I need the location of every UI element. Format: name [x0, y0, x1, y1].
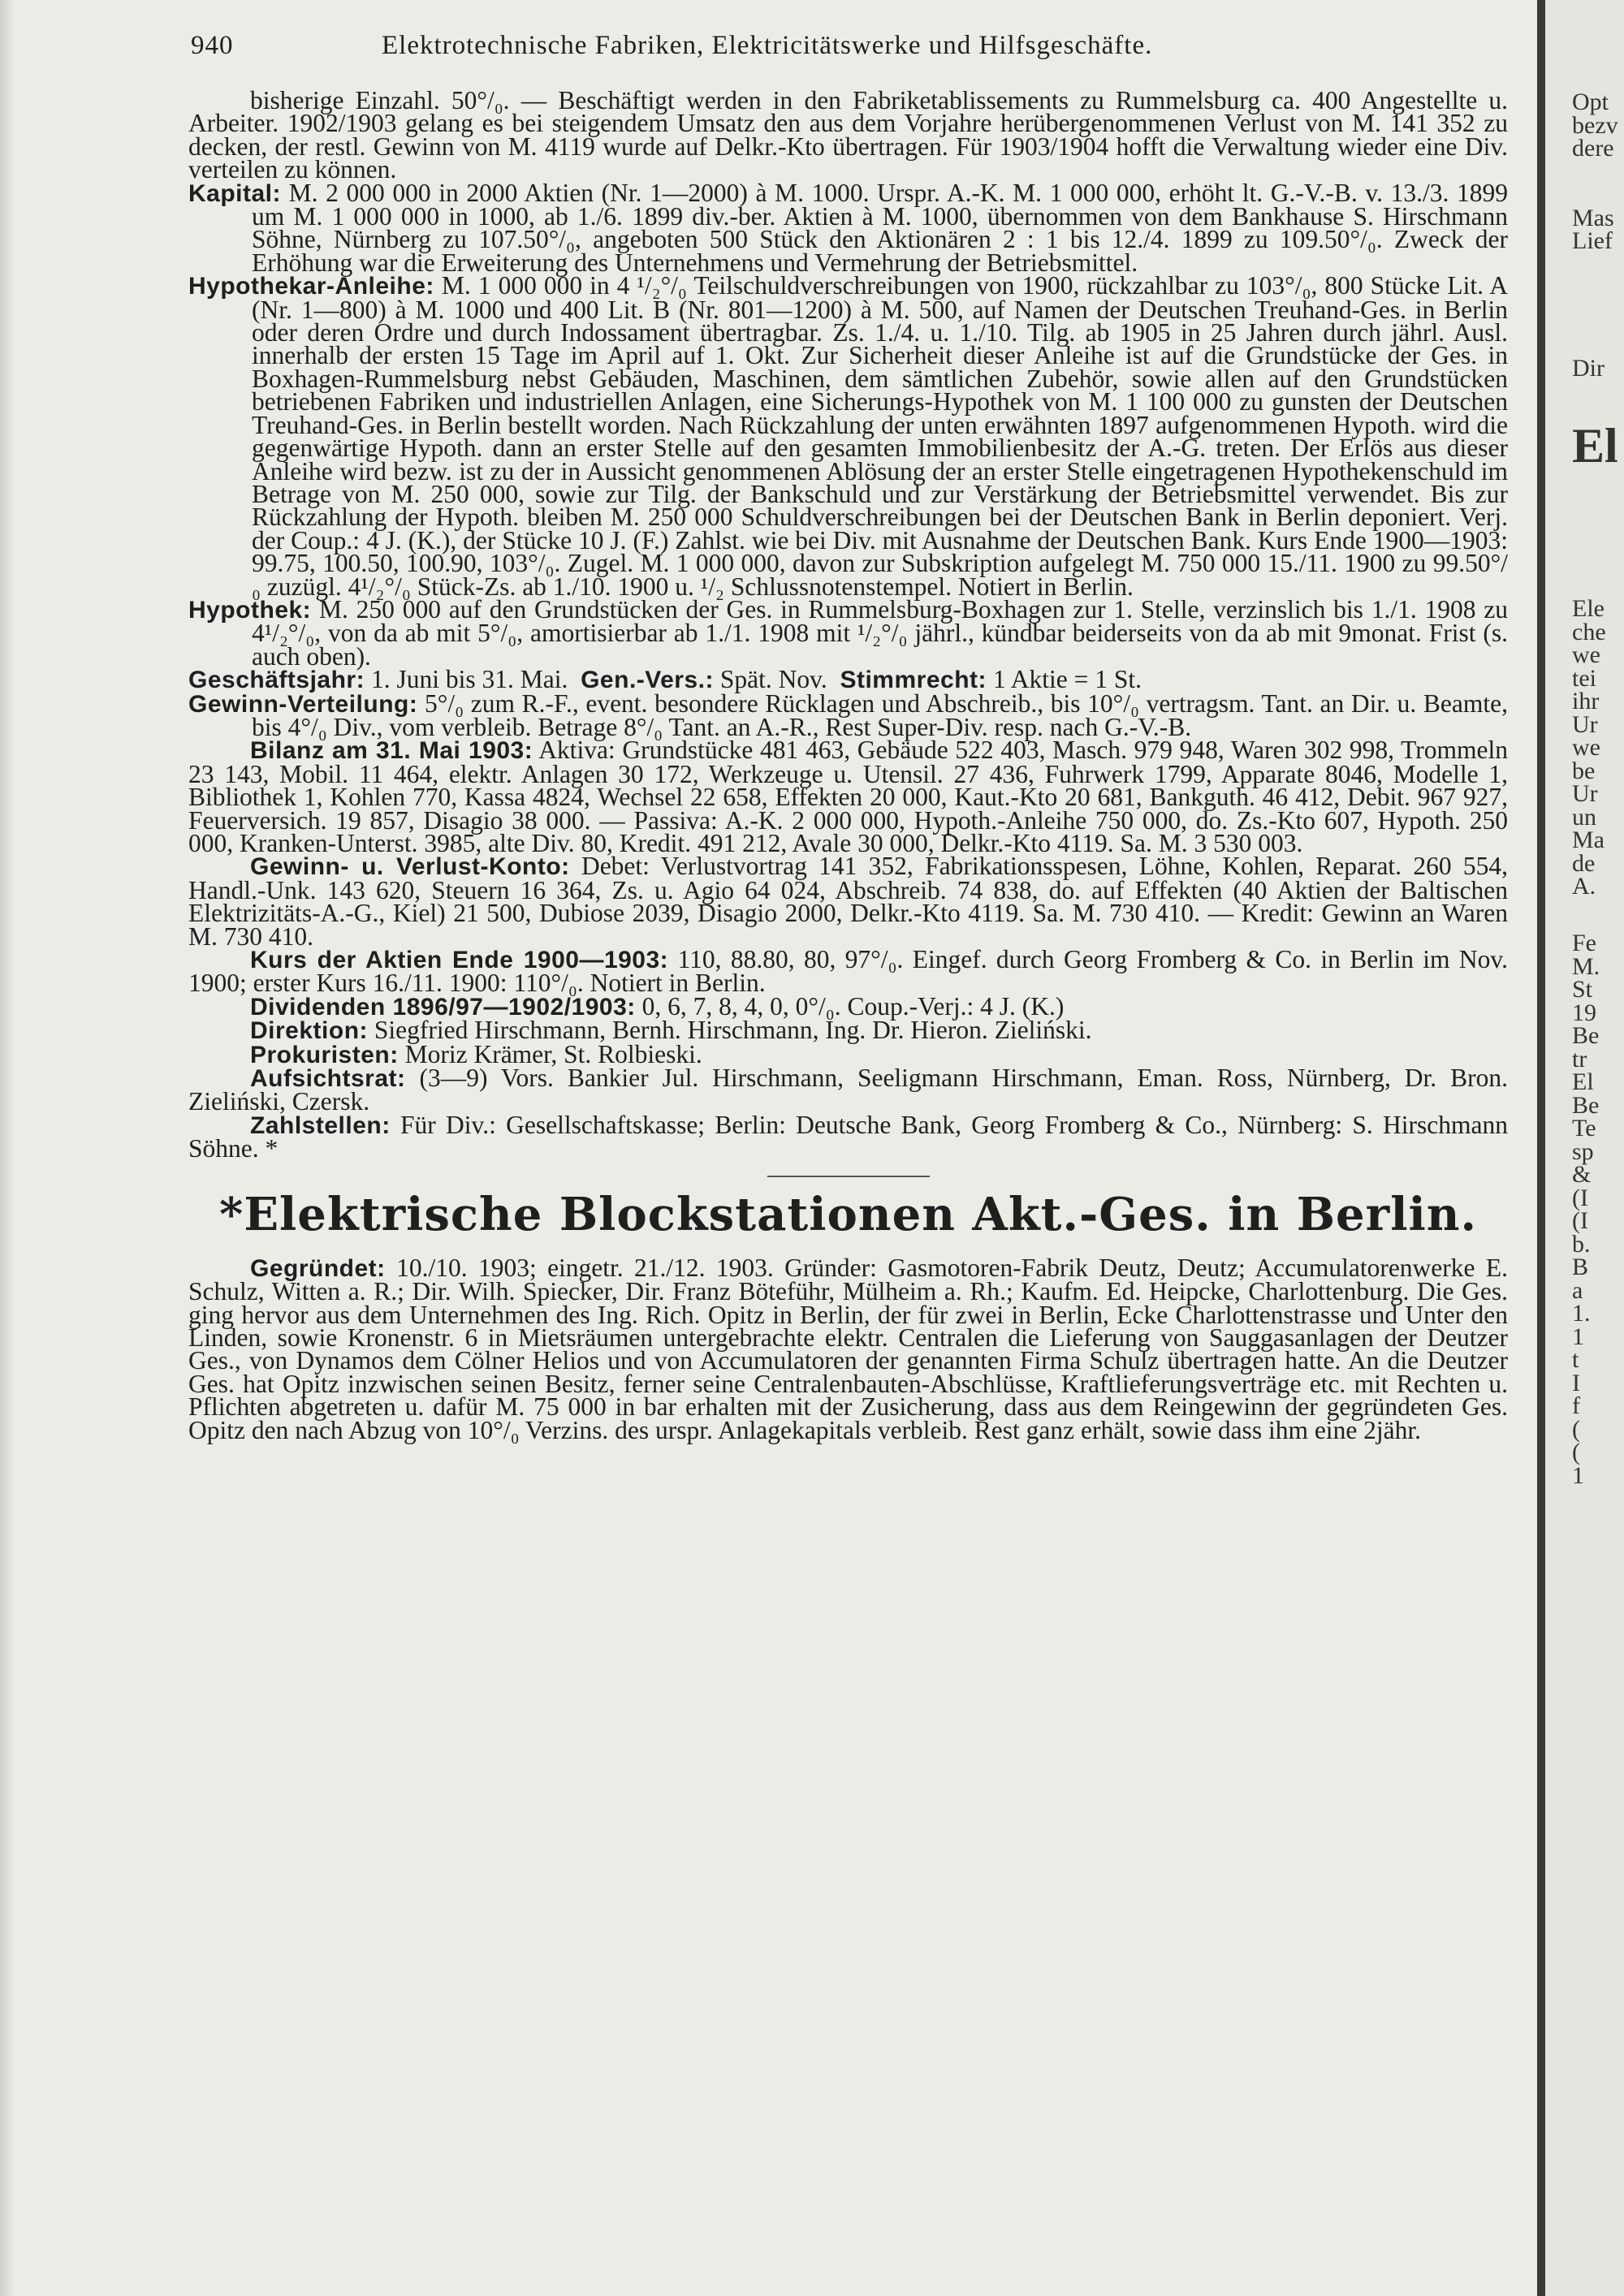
fragment-line: bezv [1572, 112, 1618, 139]
company-title: *Elektrische Blockstationen Akt.-Ges. in Berlin. [219, 1187, 1477, 1241]
fragment-line: be [1572, 757, 1596, 784]
prokuristen-label: Prokuristen: [250, 1041, 399, 1068]
stimmrecht-label: Stimmrecht: [840, 667, 987, 694]
hypothek-text: M. 250 000 auf den Grundstücken der Ges. in Rummelsburg-Boxhagen zur 1. Stelle, verzinslich bis 1./1. 1908 zu 4¹/₂°/₀, von da ab mit 5°/₀, amortisierbar ab 1./1. 1908 mit ¹/₂°/₀ jährl., kündbar beiderseits von da ab mit 9monat. Frist (s. auch oben). [252, 594, 1509, 671]
fragment-line: che [1572, 619, 1606, 645]
fragment-line: El [1572, 1068, 1594, 1095]
fragment-line: Fe [1572, 930, 1596, 956]
fragment-line: (I [1572, 1207, 1588, 1234]
fragment-line: Dir [1572, 355, 1605, 382]
aufsichtsrat-text: (3—9) Vors. Bankier Jul. Hirschmann, Seeligmann Hirschmann, Eman. Ross, Nürnberg, Dr. Bron. Zieliński, Czersk. [188, 1064, 1509, 1116]
gewinn-verteilung-label: Gewinn-Verteilung: [188, 690, 418, 718]
kapital-entry [188, 178, 1508, 277]
fragment-line: St [1572, 976, 1593, 1003]
kurs-text: 110, 88.80, 80, 97°/₀. Eingef. durch Georg Fromberg & Co. in Berlin im Nov. 1900; erster Kurs 16./11. 1900: 110°/₀. Notiert in Berlin. [188, 945, 1508, 998]
kurs-label: Kurs der Aktien Ende 1900—1903: [250, 947, 669, 974]
geschaeftsjahr-label: Geschäftsjahr: [188, 667, 365, 694]
fragment-line: 1 [1572, 1323, 1584, 1350]
fragment-line: t [1572, 1346, 1579, 1373]
fragment-line: sp [1572, 1138, 1594, 1165]
adjacent-page-fragment [1545, 0, 1624, 2296]
geschaeftsjahr-text: 1. Juni bis 31. Mai. [370, 665, 568, 694]
page-header [191, 31, 1344, 63]
page-gutter-rule [1537, 0, 1545, 2296]
section-divider [767, 1176, 930, 1177]
fragment-line: Ur [1572, 711, 1598, 738]
gen-vers-text: Spät. Nov. [719, 665, 827, 694]
gewinn-verlust-entry [188, 852, 1509, 951]
fragment-line: ( [1572, 1439, 1580, 1465]
fragment-line: A. [1572, 873, 1596, 900]
gewinn-verteilung-text: 5°/₀ zum R.-F., event. besondere Rücklagen und Abschreib., bis 10°/₀ vertragsm. Tant. an Dir. u. Beamte, bis 4°/₀ Div., vom verbleib. Betrage 8°/₀ Tant. an A.-R., Rest Super-Div. resp. nach G.-V.-B. [252, 688, 1508, 741]
fragment-line: Ele [1572, 595, 1605, 622]
fragment-line: Mas [1572, 205, 1614, 231]
bilanz-entry [188, 736, 1508, 857]
fragment-line: I [1572, 1370, 1580, 1396]
gen-vers-label: Gen.-Vers.: [581, 667, 714, 694]
hypothekar-anleihe-entry [188, 271, 1508, 601]
fragment-line: dere [1572, 135, 1614, 162]
gegruendet-text: 10./10. 1903; eingetr. 21./12. 1903. Gründer: Gasmotoren-Fabrik Deutz, Deutz; Accumulatorenwerke E. Schulz, Witten a. R.; Dir. Wilh. Spiecker, Dir. Franz Böteführ, Mülheim a. Rh.; Kaufm. Ed. Heipcke, Charlottenburg. Die Ges. ging hervor aus dem Unternehmen des Ing. Rich. Opitz in Berlin, der für zwei in Berlin, Ecke Charlottenstrasse und Unter den Linden, sowie Kronenstr. 6 in Mietsräumen untergebrachte elektr. Centralen die Lieferung von Sauggasanlagen der Deutzer Ges., von Dynamos dem Cölner Helios und von Accumulatoren der genannten Firma Schulz übertragen hatte. An die Deutzer Ges. hat Opitz inzwischen seinen Besitz, ferner seine Centralenbauten-Abschlüsse, Kraftlieferungsverträge etc. mit Rechten u. Pflichten abgetreten u. dafür M. 75 000 in bar erhalten mit der Zusicherung, dass aus dem Reingewinn der gegründeten Ges. Opitz den nach Abzug von 10°/₀ Verzins. des urspr. Anlagekapitals verbleib. Rest ganz erhält, sowie dass ihm eine 2jähr. [188, 1253, 1509, 1444]
aufsichtsrat-entry [188, 1064, 1509, 1116]
hypothekar-anleihe-label: Hypothekar-Anleihe: [188, 273, 434, 300]
fragment-line: & [1572, 1161, 1592, 1188]
fragment-line: B [1572, 1254, 1589, 1280]
fragment-line: Ma [1572, 826, 1605, 853]
bilanz-label: Bilanz am 31. Mai 1903: [250, 737, 533, 765]
stimmrecht-text: 1 Aktie = 1 St. [992, 665, 1142, 694]
page-number: 940 [191, 31, 234, 60]
fragment-line: un [1572, 804, 1596, 831]
direktion-label: Direktion: [250, 1017, 369, 1045]
prokuristen-text: Moriz Krämer, St. Rolbieski. [404, 1039, 702, 1068]
kurs-entry [188, 945, 1508, 998]
dividenden-label: Dividenden 1896/97—1902/1903: [250, 993, 636, 1021]
zahlstellen-text: Für Div.: Gesellschaftskasse; Berlin: Deutsche Bank, Georg Fromberg & Co., Nürnberg: S. Hirschmann Söhne. * [188, 1110, 1508, 1163]
main-column [188, 86, 1509, 1444]
gewinn-verlust-label: Gewinn- u. Verlust-Konto: [250, 853, 570, 881]
fragment-line: f [1572, 1392, 1580, 1419]
aufsichtsrat-label: Aufsichtsrat: [250, 1065, 406, 1093]
kapital-label: Kapital: [188, 179, 282, 207]
gegruendet-label: Gegründet: [250, 1254, 386, 1282]
bilanz-text: Aktiva: Grundstücke 481 463, Gebäude 522 403, Masch. 979 948, Waren 302 998, Trommeln 23 143, Mobil. 11 464, elektr. Anlagen 30 172, Werkzeuge u. Utensil. 27 436, Fuhrwerk 1799, Apparate 8046, Modelle 1, Bibliothek 1, Kohlen 770, Kassa 4824, Wechsel 22 658, Effekten 20 000, Kaut.-Kto 20 681, Bankguth. 46 412, Debit. 967 927, Feuerversich. 19 857, Disagio 38 000. — Passiva: A.-K. 2 000 000, Hypoth.-Anleihe 750 000, do. Zs.-Kto 607, Hypoth. 250 000, Kranken-Unterst. 3985, alte Div. 80, Kredit. 491 212, Avale 30 000, Delkr.-Kto 4119. Sa. M. 3 530 003. [188, 736, 1508, 857]
kapital-text: M. 2 000 000 in 2000 Aktien (Nr. 1—2000) à M. 1000. Urspr. A.-K. M. 1 000 000, erhöht lt. G.-V.-B. v. 13./3. 1899 um M. 1 000 000 in 1000, ab 1./6. 1899 div.-ber. Aktien à M. 1000, übernommen von dem Bankhause S. Hirschmann Söhne, Nürnberg zu 107.50°/₀, angeboten 500 Stück den Aktionären 2 : 1 bis 12./4. 1899 zu 109.50°/₀. Zweck der Erhöhung war die Erweiterung des Unternehmens und Vermehrung der Betriebsmittel. [252, 178, 1508, 277]
zahlstellen-entry [188, 1110, 1508, 1163]
fragment-line: we [1572, 734, 1600, 761]
page-edge-shadow [0, 0, 15, 2296]
direktion-entry [188, 1016, 1508, 1045]
fragment-line: M. [1572, 953, 1600, 980]
fragment-line: b. [1572, 1231, 1591, 1258]
fragment-line: Lief [1572, 227, 1613, 254]
dividenden-text: 0, 6, 7, 8, 4, 0, 0°/₀. Coup.-Verj.: 4 J. (K.) [641, 991, 1065, 1021]
gewinn-verteilung-entry [188, 688, 1508, 741]
fragment-line: tei [1572, 665, 1596, 692]
fragment-line: Ur [1572, 780, 1598, 807]
direktion-text: Siegfried Hirschmann, Bernh. Hirschmann, Ing. Dr. Hieron. Zieliński. [374, 1016, 1092, 1045]
fragment-line: (I [1572, 1185, 1588, 1211]
fragment-line: we [1572, 641, 1600, 668]
hypothek-entry [188, 594, 1509, 671]
fragment-line: Be [1572, 1092, 1600, 1119]
fragment-line: tr [1572, 1046, 1587, 1072]
fragment-line: Opt [1572, 88, 1609, 115]
gewinn-verlust-text: Debet: Verlustvortrag 141 352, Fabrikationsspesen, Löhne, Kohlen, Reparat. 260 554, Handl.-Unk. 143 620, Steuern 16 364, Zs. u. Agio 64 024, Abschreib. 74 838, do. auf Effekten (40 Aktien der Baltischen Elektrizitäts-A.-G., Kiel) 21 500, Dubiose 2039, Disagio 2000, Delkr.-Kto 4119. Sa. M. 730 410. — Kredit: Gewinn an Waren M. 730 410. [188, 852, 1509, 951]
intro-paragraph: bisherige Einzahl. 50°/₀. — Beschäftigt werden in den Fabriketablissements zu Rummelsburg ca. 400 Angestellte u. Arbeiter. 1902/1903 gelang es bei steigendem Umsatz den aus dem Vorjahre herübergenommenen Verlust von M. 141 352 zu decken, der restl. Gewinn von M. 4119 wurde auf Delkr.-Kto übertragen. Für 1903/1904 hofft die Verwaltung wieder eine Div. verteilen zu können. [188, 86, 1508, 184]
fragment-line: 1 [1572, 1462, 1584, 1489]
running-title: Elektrotechnische Fabriken, Elektricitätswerke und Hilfsgeschäfte. [382, 31, 1153, 60]
zahlstellen-label: Zahlstellen: [250, 1111, 391, 1139]
fragment-heading: El [1572, 419, 1618, 473]
fragment-line: ( [1572, 1416, 1580, 1443]
fragment-line: Be [1572, 1022, 1600, 1049]
gegruendet-entry [188, 1253, 1509, 1444]
fragment-line: ihr [1572, 688, 1600, 714]
fragment-line: Te [1572, 1115, 1596, 1142]
fragment-line: 1. [1572, 1300, 1591, 1327]
fragment-line: 19 [1572, 999, 1596, 1026]
hypothek-label: Hypothek: [188, 596, 312, 624]
fragment-line: de [1572, 850, 1596, 877]
fragment-line: a [1572, 1277, 1583, 1304]
hypothekar-anleihe-text: M. 1 000 000 in 4 ¹/₂°/₀ Teilschuldverschreibungen von 1900, rückzahlbar zu 103°/₀, 800 Stücke Lit. A (Nr. 1—800) à M. 1000 und 400 Lit. B (Nr. 801—1200) à M. 500, auf Namen der Deutschen Treuhand-Ges. in Berlin oder deren Ordre und durch Indossament übertragbar. Zs. 1./4. u. 1./10. Tilg. ab 1905 in 25 Jahren durch jährl. Ausl. innerhalb der ersten 15 Tage im April auf 1. Okt. Zur Sicherheit dieser Anleihe ist auf die Grundstücke der Ges. in Boxhagen-Rummelsburg nebst Gebäuden, Maschinen, dem sämtlichen Zubehör, sowie allen auf den Grundstücken betriebenen Fabriken und industriellen Anlagen, eine Sicherungs-Hypothek von M. 1 100 000 zu gunsten der Deutschen Treuhand-Ges. in Berlin bestellt worden. Nach Rückzahlung der unten erwähnten 1897 aufgenommenen Hypoth. wird die gegenwärtige Hypoth. dann an erster Stelle auf den gesamten Immobilienbesitz der A.-G. treten. Der Erlös aus dieser Anleihe wird bezw. ist zu der in Aussicht genommenen Ablösung der an erster Stelle eingetragenen Hypothekenschuld im Betrage von M. 250 000, sowie zur Tilg. der Bankschuld und zur Verstärkung der Betriebsmittel verwendet. Bis zur Rückzahlung der Hypoth. bleiben M. 250 000 Schuldverschreibungen bei der Deutschen Bank in Berlin deponiert. Verj. der Coup.: 4 J. (K.), der Stücke 10 J. (F.) Zahlst. wie bei Div. mit Ausnahme der Deutschen Bank. Kurs Ende 1900—1903: 99.75, 100.50, 100.90, 103°/₀. Zugel. M. 1 000 000, davon zur Subskription aufgelegt M. 750 000 15./11. 1900 zu 99.50°/₀ zuzügl. 4¹/₂°/₀ Stück-Zs. ab 1./10. 1900 u. ¹/₂ Schlussnotenstempel. Notiert in Berlin. [252, 271, 1508, 601]
